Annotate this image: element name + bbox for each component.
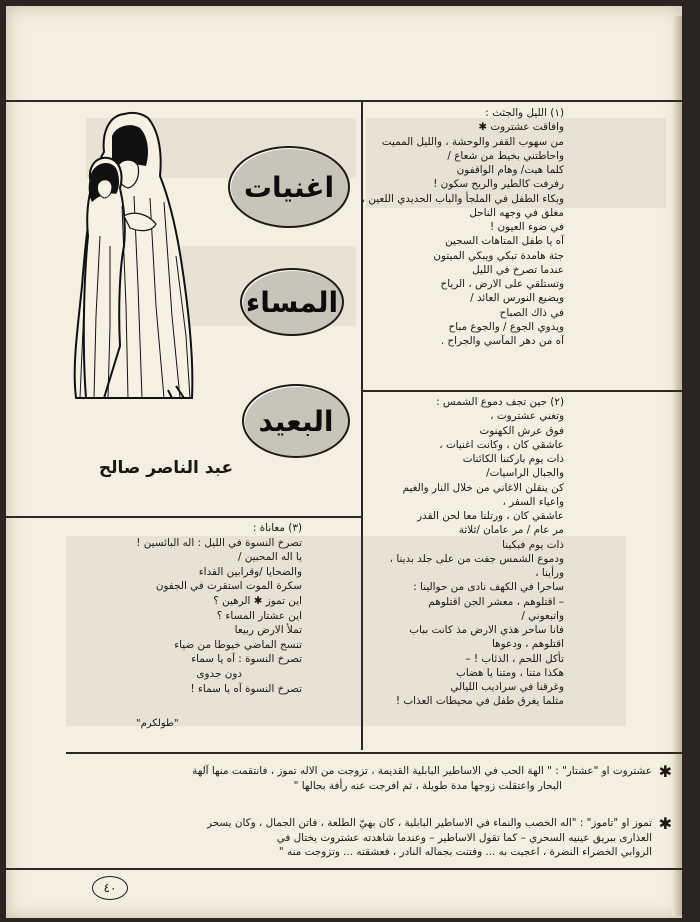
poem-line: واتبعوني / [521,609,564,622]
footnote-line: الروابي الخضراء النضرة ، اعجبت به ... وفتنت بجماله النادر ، فعشقته ... وتزوجت منه " [278,846,652,858]
poem-line: وغرقنا في سراديب الليالي [450,681,564,693]
poem-line: (٢) حين تجف دموع الشمس : [436,396,564,408]
poem-line: آه من دهر المآسي والجراح . [440,335,564,347]
poem-line: وتغني عشتروت ، [490,410,564,423]
poem-line: يا اله المحبين / [237,551,302,564]
poem-line: وبكاء الطفل في الملجأ والباب الحديدي اللعين ، [361,192,564,205]
title-word-2: المساء [245,285,339,319]
poem-line: تنسج الماضي خيوطا من ضياء [174,638,302,651]
footnote-line: تموز او "تاموز" : "اله الخصب والنماء في الاساطير البابلية ، كان بهيّ الطلعة ، فاتن الجمال ، وكان يسحر [206,817,652,829]
poem-line: تصرخ النسوة في الليل : اله البائسين ! [136,536,302,549]
title-oval-evening [240,268,344,336]
poem-line: واحاطتني بخيط من شعاع / [447,149,564,162]
poem-section-1 [339,106,564,348]
poem-line: ويضيع النورس العائد / [470,292,564,305]
poem-line: (٣) معاناة : [252,522,302,534]
poem-line: كن ينقلن الاغاني من خلال النار والغيم [402,481,564,494]
title-word-1: اغنيات [243,170,335,204]
poem-line: عندما تصرخ في الليل [472,263,564,276]
poem-line: ذات يوم فبكينا [502,538,564,551]
poem-line: مثلما يغرق طفل في محيطات العذاب ! [395,695,564,708]
footnote-ishtar [52,764,652,793]
poem-line: ساحرا في الكهف نادى من حوالينا : [413,581,564,594]
poem-line: ويدوي الجوع / والجوع مباح [448,320,564,333]
poem-line: تصرخ النسوة : آه يا سماء [191,653,302,666]
poem-section-3 [82,521,302,696]
poem-line: تأكل اللحم ، الذئاب ! – [465,652,564,665]
footnote-line: البحار واعتقلت زوجها مدة طويلة ، ثم افرجت عنه رأفة بحالها " [293,779,562,792]
bottom-rule [6,868,682,870]
hooded-figures-illustration [64,106,204,406]
poem-line: كلما هبت/ وهام الواقفون [456,164,564,176]
poem-line: رفرفت كالطير والريح سكون ! [433,178,564,191]
footnote-tammuz [52,816,652,860]
top-rule [6,100,682,102]
poem-line: مغلق في وجهه الناحل [469,206,564,219]
poem-line: سكرة الموت استقرت في الجفون [155,580,302,593]
poem-line: فوق عرش الكهنوت [479,424,564,437]
page-edge [672,16,682,916]
poem-line: ذات يوم باركتنا الكائنات [462,453,564,465]
poem-line: (١) الليل والجثث : [485,107,564,119]
poem-line: ورأينا ، [535,567,564,579]
poem-line: – اقتلوهم ، معشر الجن اقتلوهم [428,595,564,608]
poem-line: دون جدوى [196,667,242,680]
poem-line: وافاقت عشتروت ✱ [478,121,564,134]
asterisk-marker-1: ✱ [658,762,672,781]
magazine-page [6,6,682,918]
title-word-3: البعيد [258,404,334,438]
poem-line: جثة هامدة تبكي ويبكي الميتون [433,249,564,262]
section-rule [361,390,682,392]
poem-line: في ذاك الصباح [499,306,564,319]
place-signature: "طولكرم" [136,718,179,729]
poem-line: فانا ساحر هذي الارض مذ كانت بباب [409,624,564,636]
title-oval-songs [228,146,350,228]
poem-line: والضحايا /وقرابين الفداء [198,565,302,578]
page-number: ٤٠ [92,876,128,900]
poem-line: من سهوب القفر والوحشة ، والليل المميت [381,135,564,148]
poem-line: واعياء السفر ، [502,495,564,508]
poem-line: اين تموز ✱ الرهين ؟ [213,594,302,607]
poem-line: في ضوء العيون ! [490,221,564,233]
poem-line: ودموع الشمس جفت من على جلد بدينا ، [389,552,564,565]
poem-line: مر عام / مر عامان /ثلاثة [458,524,564,537]
poem-section-2 [264,395,564,709]
poem-line: تصرخ النسوة آه يا سماء ! [190,682,302,695]
poem-line: والجبال الراسيات/ [486,467,564,480]
poem-line: آه يا طفل المتاهات السجين [445,235,564,248]
poem-line: اين عشتار المساء ؟ [216,609,302,622]
poem-line: هكذا متنا ، ومتنا يا هضاب [456,666,564,679]
author-name: عبد الناصر صالح [98,458,234,478]
poem-line: وتستلقي على الارض ، الرياح [440,278,564,290]
poem-line: اقتلوهم ، ودعوها [491,638,564,651]
footnote-line: عشتروت او "عشتار" : " الهة الحب في الاساطير البابلية القديمة ، تزوجت من الاله تموز ، فانتقمت منها آلهة [192,765,652,777]
poem-line: عاشقي كان ، ورتلنا معا لحن القدر [417,510,564,522]
asterisk-marker-2: ✱ [658,814,672,833]
footnote-rule [66,752,682,754]
footnote-line: العذارى ببريق عينيه السحري – كما تقول الاساطير – وعندما شاهدته عشتروت يختال في [276,831,652,844]
poem-line: تملأ الارض ربيعا [234,624,302,637]
poem-line: عاشقي كان ، وكانت اغنيات ، [439,438,564,451]
